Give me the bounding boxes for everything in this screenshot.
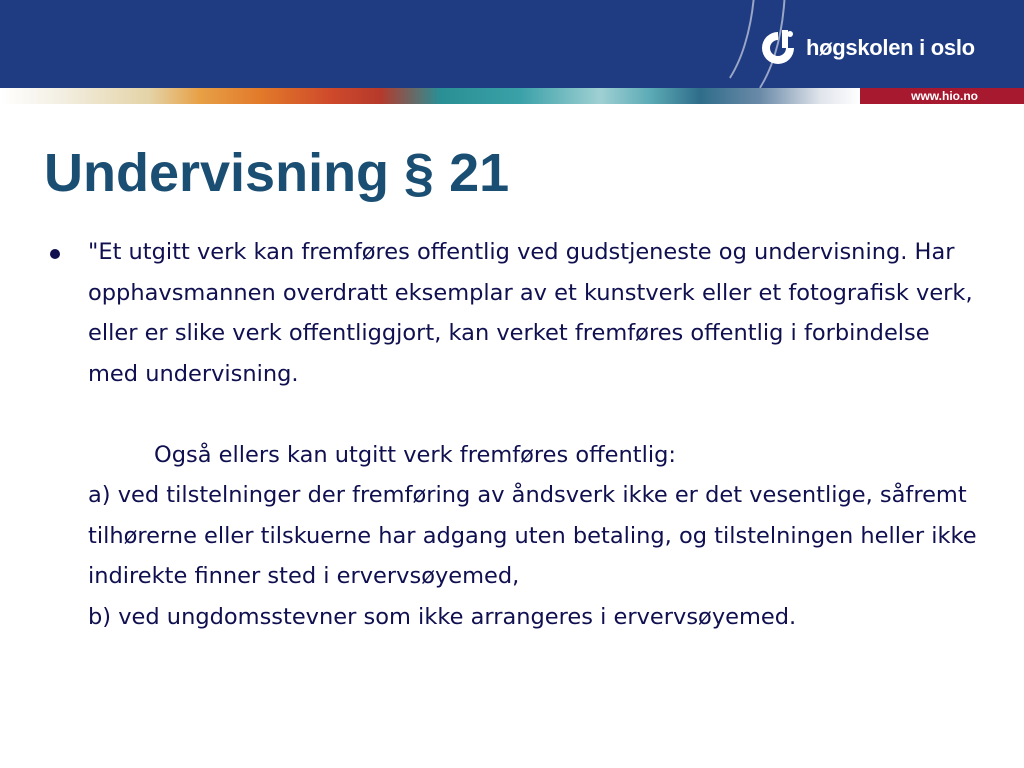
- list-item-b: b) ved ungdomsstevner som ikke arrangeres i ervervsøyemed.: [88, 603, 797, 630]
- color-stripe: [0, 88, 860, 104]
- header-bar: [0, 0, 1024, 88]
- list-item-a: a) ved tilstelninger der fremføring av åndsverk ikke er det vesentlige, såfremt tilhørerne eller tilskuerne har adgang uten betaling, og tilstelningen heller ikke indirekte finner sted i ervervsøyemed,: [88, 482, 977, 589]
- logo[interactable]: [756, 26, 975, 70]
- logo-text: høgskolen i oslo: [806, 35, 975, 60]
- paragraph-quote: "Et utgitt verk kan fremføres offentlig ved gudstjeneste og undervisning. Har opphavsmannen overdratt eksemplar av et kunstverk eller et fotografisk verk, eller er slike verk offentliggjort, kan verket fremføres offentlig i forbindelse med undervisning.: [88, 239, 973, 387]
- url-bar: [860, 88, 1024, 104]
- slide-title: Undervisning § 21: [44, 143, 510, 203]
- slide-body: [88, 232, 978, 637]
- spacer: [88, 394, 978, 435]
- hio-logo-icon: [756, 26, 800, 70]
- paragraph-intro: Også ellers kan utgitt verk fremføres offentlig:: [154, 441, 676, 468]
- bullet-icon: [50, 249, 60, 259]
- website-url[interactable]: www.hio.no: [911, 89, 978, 103]
